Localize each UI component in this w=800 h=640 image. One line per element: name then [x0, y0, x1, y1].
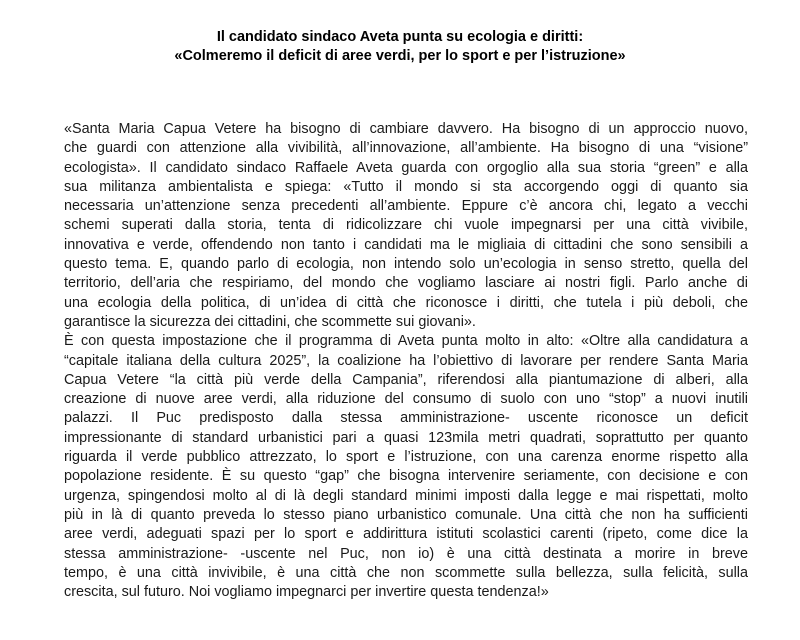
body-line: tempo, è una città invivibile, è una città che non scommette sulla bellezza, sulla felicità, sulla [64, 564, 748, 581]
body-line: innovativa e verde, offendendo non tanto i candidati ma le migliaia di cittadini che sono sensibili a [64, 236, 748, 253]
body-line: una ecologia della politica, di un’idea di città che riconosce i diritti, che tutela i più deboli, che [64, 294, 748, 311]
body-line: urgenza, spingendosi molto al di là degli standard minimi imposti dalla legge e mai rispettati, molto [64, 487, 748, 504]
body-line: che guardi con attenzione alla vivibilità, all’innovazione, all’ambiente. Ha bisogno di una “visione” [64, 140, 748, 157]
body-line: necessaria un’attenzione senza precedenti all’ambiente. Eppure c’è ancora chi, legato a vecchi [64, 198, 748, 215]
headline-line-1: Il candidato sindaco Aveta punta su ecologia e diritti: [216, 29, 584, 45]
body-line: sua militanza ambientalista e spiega: «Tutto il mondo si sta accorgendo oggi di quanto sia [64, 178, 748, 195]
body-line: popolazione residente. È su questo “gap” che bisogna intervenire seriamente, con decisione e con [64, 468, 748, 485]
body-line: È con questa impostazione che il programma di Aveta punta molto in alto: «Oltre alla candidatura a [64, 333, 748, 350]
article-body [64, 120, 748, 602]
body-line: palazzi. Il Puc predisposto dalla stessa amministrazione- uscente riconosce un deficit [64, 410, 748, 427]
body-line: più in là di quanto preveda lo stesso piano urbanistico comunale. Una città che non ha sufficienti [64, 506, 748, 523]
body-line: ecologista». Il candidato sindaco Raffaele Aveta guarda con orgoglio alla sua storia “green” e alla [64, 159, 748, 176]
body-line: creazione di nuove aree verdi, alla riduzione del consumo di suolo con uno “stop” a nuovi inutili [64, 391, 748, 408]
body-line: stessa amministrazione- -uscente nel Puc, non io) è una città destinata a morire in breve [64, 545, 748, 562]
body-line: schemi superati dalla storia, tenta di ridicolizzare chi vuole impegnarsi per una città vivibile, [64, 217, 748, 234]
body-line: aree verdi, adeguati spazi per lo sport e addirittura istituti scolastici carenti (ripeto, come dice la [64, 526, 748, 543]
body-line: territorio, dell’aria che respiriamo, del mondo che vogliamo lasciare ai nostri figli. Parlo anche di [64, 275, 748, 292]
article-headline [40, 28, 760, 66]
body-line: questo tema. E, quando parlo di ecologia, non intendo solo un’ecologia in senso stretto, quella del [64, 256, 748, 273]
body-line: garantisce la sicurezza dei cittadini, che scommette sui giovani». [64, 313, 476, 330]
body-line: «Santa Maria Capua Vetere ha bisogno di cambiare davvero. Ha bisogno di un approccio nuovo, [64, 121, 748, 137]
body-line: impressionante di standard urbanistici pari a quasi 123mila metri quadrati, soprattutto per quanto [64, 429, 748, 446]
headline-line-2: «Colmeremo il deficit di aree verdi, per lo sport e per l’istruzione» [174, 48, 626, 64]
body-line: “capitale italiana della cultura 2025”, la coalizione ha l’obiettivo di lavorare per rendere Santa Maria [64, 352, 748, 369]
body-line: crescita, sul futuro. Noi vogliamo impegnarci per invertire questa tendenza!» [64, 584, 549, 601]
body-line: Capua Vetere “la città più verde della Campania”, riferendosi alla piantumazione di alberi, alla [64, 371, 748, 388]
body-line: riguarda il verde pubblico attrezzato, lo sport e l’istruzione, con una carenza enorme rispetto alla [64, 449, 748, 466]
